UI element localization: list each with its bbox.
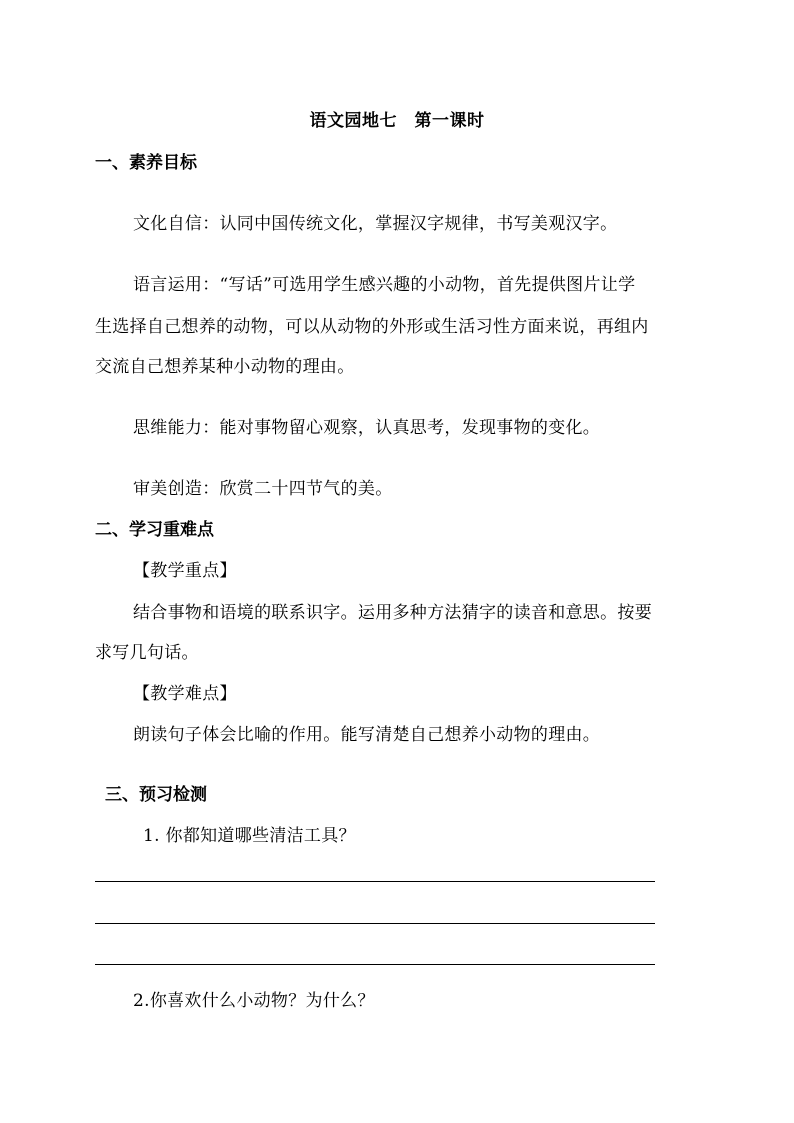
- goal-language-line-1: 语言运用：“写话”可选用学生感兴趣的小动物，首先提供图片让学: [133, 275, 636, 295]
- key-point-line-2: 求写几句话。: [95, 643, 199, 663]
- goal-language-line-3: 交流自己想养某种小动物的理由。: [95, 357, 355, 377]
- goal-thinking-text: 思维能力：能对事物留心观察，认真思考，发现事物的变化。: [133, 418, 601, 438]
- question-1: 1. 你都知道哪些清洁工具？: [143, 826, 356, 846]
- key-point-line-1: 结合事物和语境的联系识字。运用多种方法猜字的读音和意思。按要: [133, 603, 652, 623]
- section-heading-goals: 一、素养目标: [95, 153, 197, 173]
- section-heading-preview-check: 三、预习检测: [105, 785, 207, 805]
- difficult-point-text: 朗读句子体会比喻的作用。能写清楚自己想养小动物的理由。: [133, 725, 601, 745]
- goal-culture-text: 文化自信：认同中国传统文化，掌握汉字规律，书写美观汉字。: [133, 214, 618, 234]
- question-2: 2.你喜欢什么小动物？为什么？: [133, 991, 375, 1011]
- answer-line-1: [95, 881, 655, 882]
- key-point-label: 【教学重点】: [133, 561, 237, 581]
- goal-language-line-2: 生选择自己想养的动物，可以从动物的外形或生活习性方面来说，再组内: [95, 317, 649, 337]
- goal-aesthetic-text: 审美创造：欣赏二十四节气的美。: [133, 479, 393, 499]
- page-title: 语文园地七 第一课时: [309, 111, 485, 131]
- section-heading-key-points: 二、学习重难点: [95, 520, 214, 540]
- difficult-point-label: 【教学难点】: [133, 684, 237, 704]
- answer-line-2: [95, 923, 655, 924]
- answer-line-3: [95, 964, 655, 965]
